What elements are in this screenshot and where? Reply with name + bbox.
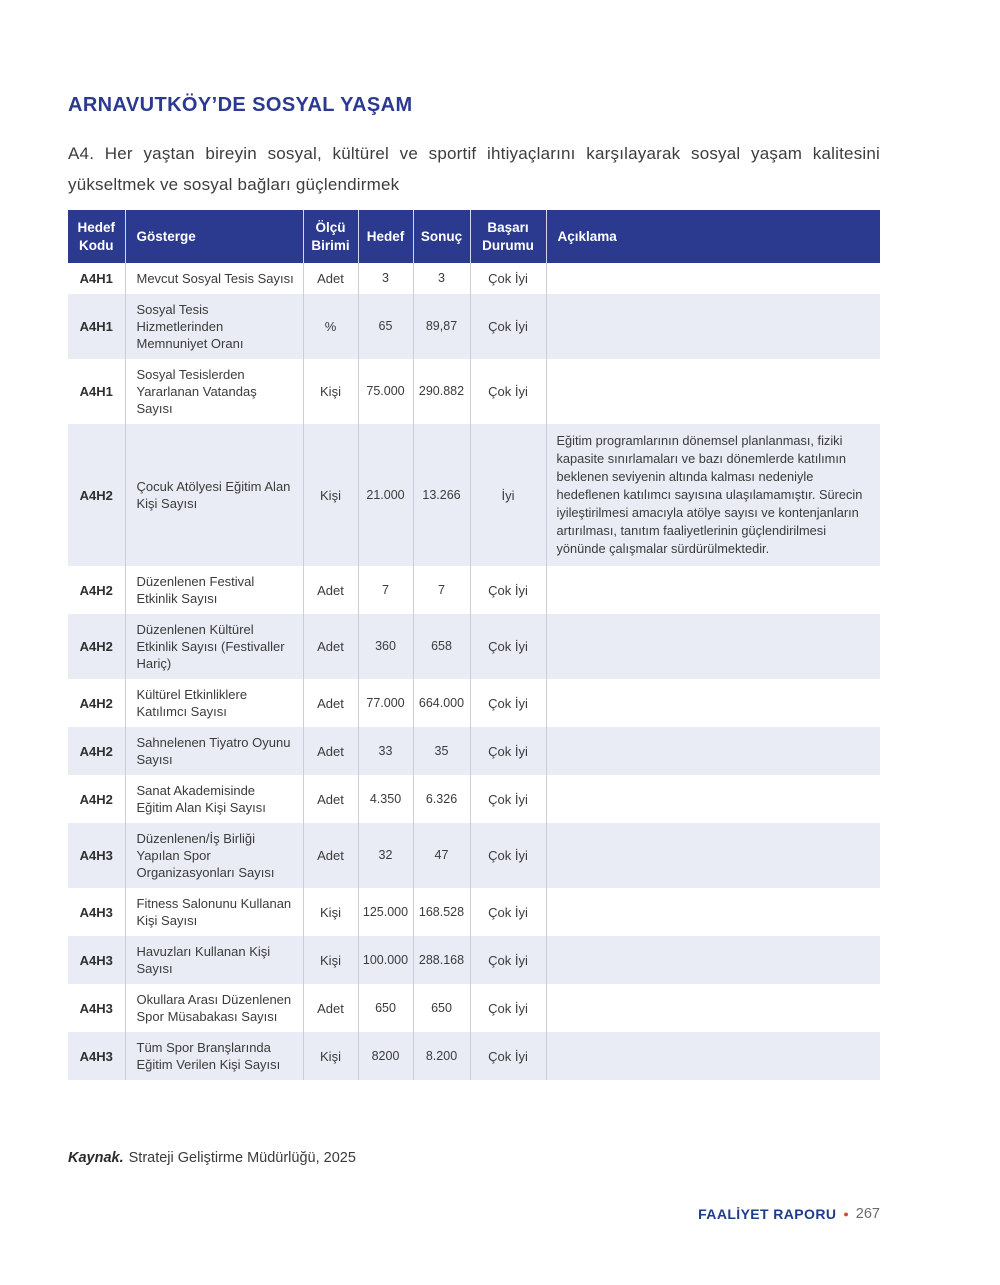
table-header-row	[68, 210, 880, 263]
cell-aciklama	[546, 823, 880, 888]
cell-olcu: Adet	[303, 984, 358, 1032]
col-header-basari-durumu: Başarı Durumu	[470, 210, 546, 263]
cell-kod: A4H1	[79, 384, 113, 400]
table-row	[68, 566, 880, 614]
footer-report-title: FAALİYET RAPORU	[698, 1206, 837, 1222]
cell-olcu: %	[303, 294, 358, 359]
table-row	[68, 263, 880, 294]
page-footer	[698, 1206, 880, 1222]
cell-olcu: Kişi	[303, 424, 358, 566]
cell-aciklama	[546, 294, 880, 359]
cell-aciklama	[546, 614, 880, 679]
cell-sonuc: 7	[413, 566, 470, 614]
cell-kod: A4H3	[79, 1000, 113, 1016]
table-row	[68, 775, 880, 823]
cell-gosterge: Düzenlenen Kültürel Etkinlik Sayısı (Festivaller Hariç)	[125, 614, 303, 679]
cell-hedef: 7	[358, 566, 413, 614]
cell-basari: Çok İyi	[470, 823, 546, 888]
cell-aciklama	[546, 936, 880, 984]
cell-gosterge: Sahnelenen Tiyatro Oyunu Sayısı	[125, 727, 303, 775]
cell-hedef: 77.000	[358, 679, 413, 727]
col-header-olcu-birimi: Ölçü Birimi	[303, 210, 358, 263]
table-head	[68, 210, 880, 263]
cell-sonuc: 168.528	[413, 888, 470, 936]
col-header-hedef: Hedef	[358, 210, 413, 263]
cell-basari: Çok İyi	[470, 1032, 546, 1080]
cell-aciklama	[546, 888, 880, 936]
table-row	[68, 727, 880, 775]
cell-sonuc: 658	[413, 614, 470, 679]
cell-aciklama	[546, 1032, 880, 1080]
cell-kod: A4H3	[79, 1048, 113, 1064]
cell-gosterge: Mevcut Sosyal Tesis Sayısı	[125, 263, 303, 294]
cell-olcu: Adet	[303, 775, 358, 823]
col-header-gosterge: Gösterge	[125, 210, 303, 263]
page-content	[68, 94, 880, 1080]
cell-aciklama: Eğitim programlarının dönemsel planlanması, fiziki kapasite sınırlamaları ve bazı dönemlerde katılımın beklenen seviyenin altında kalması nedeniyle hedeflenen katılımcı sayısına ulaşılamamıştır. Sürecin iyileştirilmesi amacıyla atölye sayısı ve kontenjanların artırılması, tanıtım faaliyetlerinin güçlendirilmesi yönünde çalışmalar sürdürülmektedir.	[546, 424, 880, 566]
objective-text: A4. Her yaştan bireyin sosyal, kültürel ve sportif ihtiyaçlarını karşılayarak sosyal yaşam kalitesini yükseltmek ve sosyal bağları güçlendirmek	[68, 144, 880, 194]
cell-basari: Çok İyi	[470, 936, 546, 984]
table-row	[68, 936, 880, 984]
cell-sonuc: 650	[413, 984, 470, 1032]
cell-gosterge: Düzenlenen/İş Birliği Yapılan Spor Organizasyonları Sayısı	[125, 823, 303, 888]
table-row	[68, 888, 880, 936]
cell-kod: A4H3	[79, 952, 113, 968]
cell-aciklama	[546, 984, 880, 1032]
cell-kod: A4H2	[79, 487, 113, 503]
cell-olcu: Kişi	[303, 888, 358, 936]
cell-basari: Çok İyi	[470, 888, 546, 936]
cell-olcu: Kişi	[303, 359, 358, 424]
cell-hedef: 8200	[358, 1032, 413, 1080]
cell-gosterge: Sanat Akademisinde Eğitim Alan Kişi Sayısı	[125, 775, 303, 823]
cell-sonuc: 3	[413, 263, 470, 294]
cell-aciklama	[546, 359, 880, 424]
table-row	[68, 424, 880, 566]
cell-sonuc: 89,87	[413, 294, 470, 359]
table-row	[68, 984, 880, 1032]
cell-hedef: 125.000	[358, 888, 413, 936]
cell-sonuc: 47	[413, 823, 470, 888]
cell-sonuc: 288.168	[413, 936, 470, 984]
col-header-sonuc: Sonuç	[413, 210, 470, 263]
cell-olcu: Adet	[303, 614, 358, 679]
cell-gosterge: Tüm Spor Branşlarında Eğitim Verilen Kişi Sayısı	[125, 1032, 303, 1080]
cell-kod: A4H3	[79, 904, 113, 920]
cell-hedef: 75.000	[358, 359, 413, 424]
cell-kod: A4H1	[79, 319, 113, 335]
cell-basari: Çok İyi	[470, 727, 546, 775]
cell-hedef: 3	[358, 263, 413, 294]
table-row	[68, 614, 880, 679]
col-header-hedef-kodu: Hedef Kodu	[68, 210, 125, 263]
cell-kod: A4H2	[79, 639, 113, 655]
cell-kod: A4H2	[79, 743, 113, 759]
cell-gosterge: Çocuk Atölyesi Eğitim Alan Kişi Sayısı	[125, 424, 303, 566]
cell-kod: A4H3	[79, 848, 113, 864]
cell-olcu: Kişi	[303, 1032, 358, 1080]
source-label: Kaynak.	[68, 1150, 124, 1166]
table-row	[68, 823, 880, 888]
col-header-aciklama: Açıklama	[546, 210, 880, 263]
cell-sonuc: 35	[413, 727, 470, 775]
cell-aciklama	[546, 775, 880, 823]
footer-dot-icon: ●	[843, 1208, 849, 1219]
cell-sonuc: 8.200	[413, 1032, 470, 1080]
cell-basari: Çok İyi	[470, 359, 546, 424]
cell-kod: A4H1	[79, 271, 113, 287]
source-text: Strateji Geliştirme Müdürlüğü, 2025	[128, 1150, 356, 1166]
cell-basari: Çok İyi	[470, 294, 546, 359]
cell-sonuc: 290.882	[413, 359, 470, 424]
cell-sonuc: 13.266	[413, 424, 470, 566]
cell-hedef: 33	[358, 727, 413, 775]
cell-olcu: Adet	[303, 679, 358, 727]
cell-gosterge: Fitness Salonunu Kullanan Kişi Sayısı	[125, 888, 303, 936]
cell-hedef: 650	[358, 984, 413, 1032]
cell-aciklama	[546, 566, 880, 614]
cell-hedef: 65	[358, 294, 413, 359]
cell-gosterge: Havuzları Kullanan Kişi Sayısı	[125, 936, 303, 984]
cell-aciklama	[546, 263, 880, 294]
cell-sonuc: 664.000	[413, 679, 470, 727]
cell-gosterge: Düzenlenen Festival Etkinlik Sayısı	[125, 566, 303, 614]
cell-olcu: Adet	[303, 263, 358, 294]
cell-kod: A4H2	[79, 582, 113, 598]
source-note	[68, 1150, 356, 1166]
cell-basari: Çok İyi	[470, 614, 546, 679]
cell-olcu: Adet	[303, 566, 358, 614]
cell-hedef: 360	[358, 614, 413, 679]
cell-kod: A4H2	[79, 791, 113, 807]
cell-gosterge: Sosyal Tesislerden Yararlanan Vatandaş Sayısı	[125, 359, 303, 424]
table-row	[68, 679, 880, 727]
cell-basari: İyi	[470, 424, 546, 566]
cell-basari: Çok İyi	[470, 984, 546, 1032]
table-row	[68, 359, 880, 424]
cell-hedef: 21.000	[358, 424, 413, 566]
footer-page-number: 267	[855, 1206, 880, 1222]
table-row	[68, 1032, 880, 1080]
cell-olcu: Adet	[303, 823, 358, 888]
table-row	[68, 294, 880, 359]
cell-hedef: 4.350	[358, 775, 413, 823]
cell-gosterge: Okullara Arası Düzenlenen Spor Müsabakası Sayısı	[125, 984, 303, 1032]
cell-aciklama	[546, 679, 880, 727]
cell-gosterge: Kültürel Etkinliklere Katılımcı Sayısı	[125, 679, 303, 727]
table-body	[68, 263, 880, 1080]
cell-sonuc: 6.326	[413, 775, 470, 823]
cell-basari: Çok İyi	[470, 263, 546, 294]
cell-kod: A4H2	[79, 695, 113, 711]
cell-gosterge: Sosyal Tesis Hizmetlerinden Memnuniyet Oranı	[125, 294, 303, 359]
cell-basari: Çok İyi	[470, 566, 546, 614]
cell-hedef: 32	[358, 823, 413, 888]
cell-aciklama	[546, 727, 880, 775]
cell-basari: Çok İyi	[470, 679, 546, 727]
performance-table	[68, 210, 880, 1080]
cell-hedef: 100.000	[358, 936, 413, 984]
page-title: ARNAVUTKÖY’DE SOSYAL YAŞAM	[68, 94, 413, 116]
cell-olcu: Adet	[303, 727, 358, 775]
cell-olcu: Kişi	[303, 936, 358, 984]
cell-basari: Çok İyi	[470, 775, 546, 823]
